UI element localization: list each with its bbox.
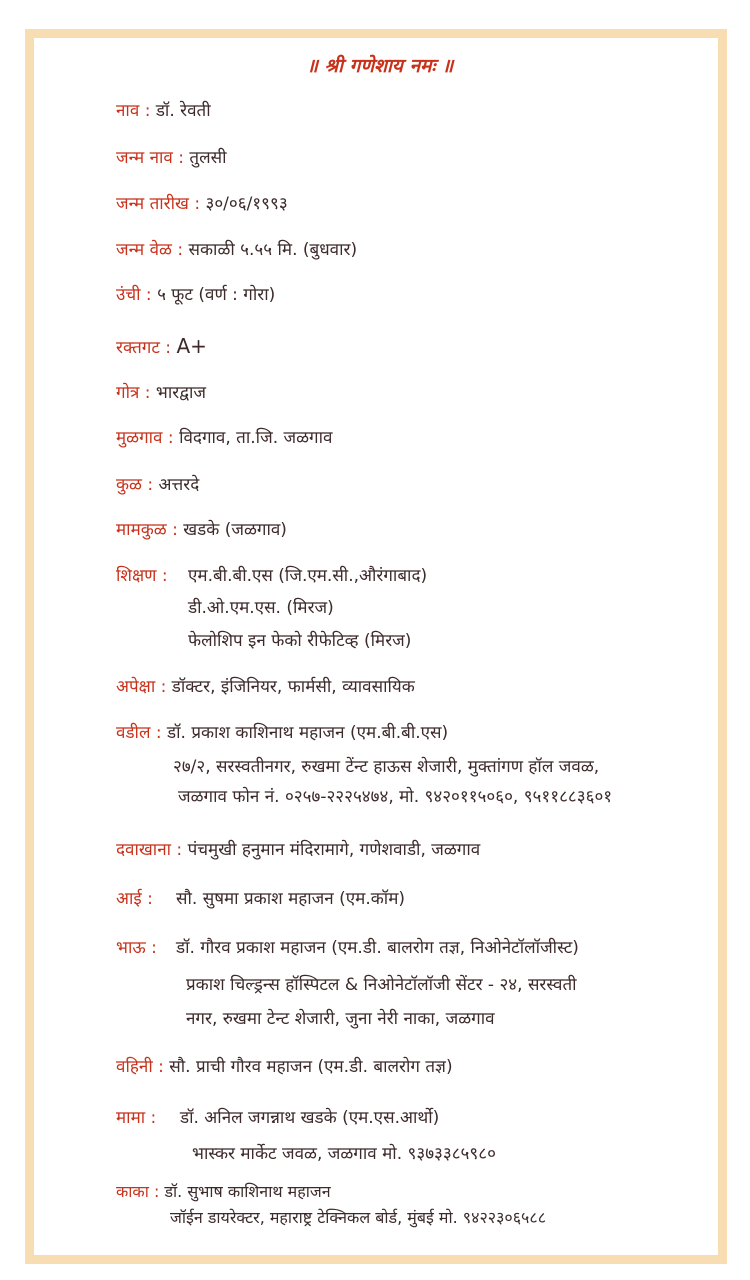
education-line-3: फेलोशिप इन फेको रीफेटिव्ह (मिरज) — [188, 631, 412, 651]
field-brother — [116, 937, 157, 959]
expectation-value: डॉक्टर, इंजिनियर, फार्मसी, व्यावसायिक — [171, 677, 415, 697]
height-value: ५ फूट (वर्ण : गोरा) — [157, 285, 276, 305]
gotra-label: गोत्र : — [116, 383, 151, 403]
kul-label: कुळ : — [116, 475, 154, 495]
blood-group-value: A+ — [176, 334, 207, 358]
blood-group-label: रक्तगट : — [116, 338, 172, 358]
father-line-2: २७/२, सरस्वतीनगर, रुखमा टेंन्ट हाऊस शेजारी, मुक्तांगण हॉल जवळ, — [173, 757, 600, 777]
field-mamkul — [116, 519, 287, 541]
birth-date-label: जन्म तारीख : — [116, 194, 201, 214]
field-native-place — [116, 427, 332, 449]
father-line-1: डॉ. प्रकाश काशिनाथ महाजन (एम.बी.बी.एस) — [167, 723, 449, 743]
field-paternal-uncle — [116, 1181, 331, 1203]
father-line-3: जळगाव फोन नं. ०२५७-२२२५४७४, मो. ९४२०११५०६०, ९५११८८३६०१ — [178, 787, 613, 807]
sister-in-law-label: वहिनी : — [116, 1057, 164, 1077]
maternal-uncle-line-1: डॉ. अनिल जगन्नाथ खडके (एम.एस.आर्थो) — [180, 1108, 440, 1128]
brother-line-1: डॉ. गौरव प्रकाश महाजन (एम.डी. बालरोग तज्ञ, निओनेटॉलॉजीस्ट) — [176, 938, 579, 958]
mother-label: आई : — [116, 889, 153, 909]
mamkul-label: मामकुळ : — [116, 520, 178, 540]
brother-line-3: नगर, रुखमा टेन्ट शेजारी, जुना नेरी नाका, जळगाव — [186, 1009, 495, 1029]
field-name — [116, 100, 211, 122]
field-sister-in-law — [116, 1056, 453, 1078]
field-blood-group — [116, 335, 207, 359]
field-kul — [116, 474, 199, 496]
gotra-value: भारद्वाज — [155, 383, 207, 403]
paternal-uncle-label: काका : — [116, 1182, 160, 1201]
brother-label: भाऊ : — [116, 938, 157, 958]
field-birth-name — [116, 147, 227, 169]
birth-name-label: जन्म नाव : — [116, 148, 185, 168]
education-label: शिक्षण : — [116, 566, 168, 586]
field-maternal-uncle — [116, 1107, 156, 1129]
birth-time-value: सकाळी ५.५५ मि. (बुधवार) — [188, 240, 358, 260]
birth-name-value: तुलसी — [189, 148, 227, 168]
page-title: ॥ श्री गणेशाय नमः ॥ — [306, 55, 454, 77]
height-label: उंची : — [116, 285, 152, 305]
education-line-2: डी.ओ.एम.एस. (मिरज) — [188, 598, 334, 618]
kul-value: अत्तरदे — [158, 475, 200, 495]
mother-value: सौ. सुषमा प्रकाश महाजन (एम.कॉम) — [176, 889, 405, 909]
maternal-uncle-line-2: भास्कर मार्केट जवळ, जळगाव मो. ९३७३३८५९८० — [192, 1144, 496, 1164]
paternal-uncle-line-2: जॉईन डायरेक्टर, महाराष्ट्र टेक्निकल बोर्ड, मुंबई मो. ९४२२३०६५८८ — [170, 1208, 547, 1227]
clinic-label: दवाखाना : — [116, 840, 183, 860]
field-mother — [116, 888, 153, 910]
field-birth-time — [116, 239, 357, 261]
field-expectation — [116, 676, 415, 698]
sister-in-law-value: सौ. प्राची गौरव महाजन (एम.डी. बालरोग तज्ञ) — [169, 1057, 453, 1077]
birth-time-label: जन्म वेळ : — [116, 240, 184, 260]
maternal-uncle-label: मामा : — [116, 1108, 157, 1128]
native-place-value: विदगाव, ता.जि. जळगाव — [179, 428, 333, 448]
paternal-uncle-line-1: डॉ. सुभाष काशिनाथ महाजन — [164, 1182, 331, 1201]
native-place-label: मुळगाव : — [116, 428, 174, 448]
brother-line-2: प्रकाश चिल्ड्रन्स हॉस्पिटल & निओनेटॉलॉजी सेंटर - २४, सरस्वती — [186, 975, 577, 995]
field-height — [116, 284, 275, 306]
birth-date-value: ३०/०६/१९९३ — [205, 194, 288, 214]
mamkul-value: खडके (जळगाव) — [183, 520, 287, 540]
field-father — [116, 722, 448, 744]
education-line-1: एम.बी.बी.एस (जि.एम.सी.,औरंगाबाद) — [188, 566, 428, 586]
field-birth-date — [116, 193, 288, 215]
name-value: डॉ. रेवती — [155, 101, 211, 121]
field-clinic — [116, 839, 480, 861]
field-education — [116, 565, 168, 587]
clinic-value: पंचमुखी हनुमान मंदिरामागे, गणेशवाडी, जळगाव — [187, 840, 481, 860]
father-label: वडील : — [116, 723, 162, 743]
field-gotra — [116, 382, 206, 404]
expectation-label: अपेक्षा : — [116, 677, 167, 697]
name-label: नाव : — [116, 101, 151, 121]
